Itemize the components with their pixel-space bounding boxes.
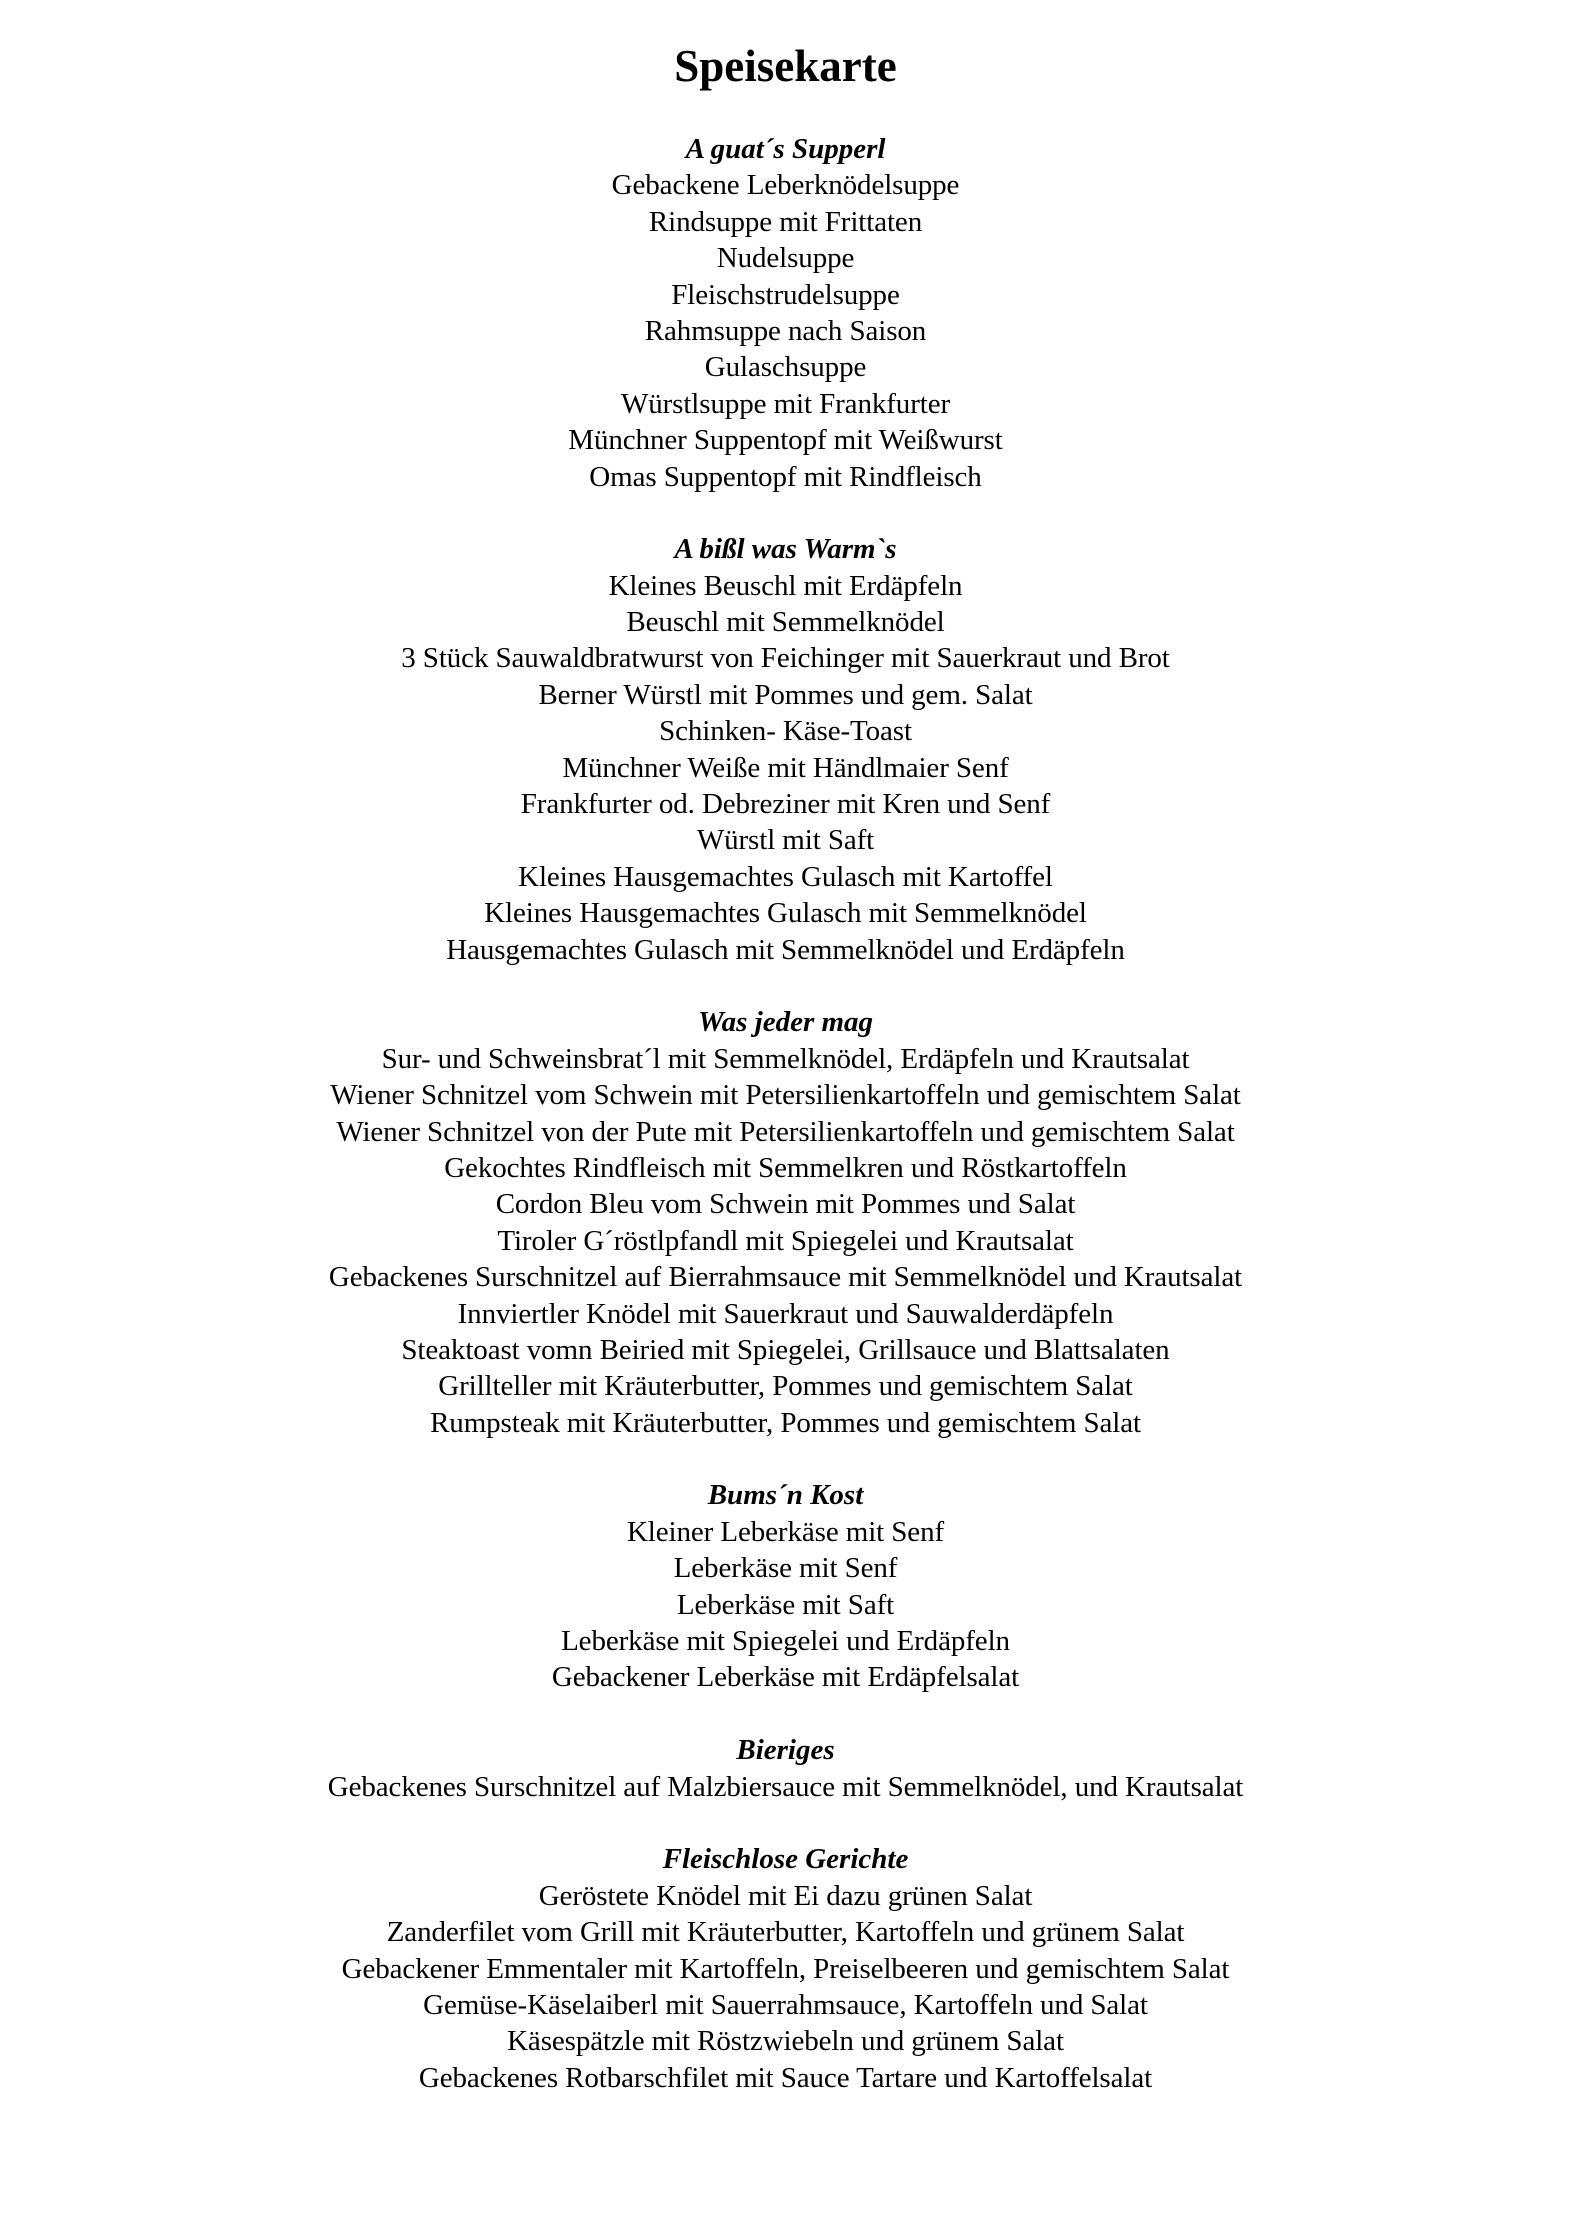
menu-item: Gebackener Leberkäse mit Erdäpfelsalat <box>551 1661 1020 1694</box>
menu-item: 3 Stück Sauwaldbratwurst von Feichinger mit Sauerkraut und Brot <box>401 642 1170 675</box>
menu-item: Grillteller mit Kräuterbutter, Pommes und gemischtem Salat <box>438 1370 1133 1403</box>
menu-item: Geröstete Knödel mit Ei dazu grünen Salat <box>538 1879 1033 1912</box>
menu-item: Fleischstrudelsuppe <box>671 278 900 311</box>
menu-item: Gebackenes Surschnitzel auf Bierrahmsauce mit Semmelknödel und Krautsalat <box>328 1261 1243 1294</box>
menu-item: Nudelsuppe <box>716 242 855 275</box>
menu-item: Gekochtes Rindfleisch mit Semmelkren und Röstkartoffeln <box>444 1151 1127 1184</box>
menu-item: Würstl mit Saft <box>696 824 875 857</box>
page-title: Speisekarte <box>674 41 897 91</box>
menu-item: Sur- und Schweinsbrat´l mit Semmelknödel, Erdäpfeln und Krautsalat <box>381 1042 1190 1075</box>
menu-item: Leberkäse mit Saft <box>676 1588 895 1621</box>
menu-item: Steaktoast vomn Beiried mit Spiegelei, Grillsauce und Blattsalaten <box>401 1333 1170 1366</box>
menu-item: Leberkäse mit Spiegelei und Erdäpfeln <box>561 1625 1010 1658</box>
section-beer-dishes <box>0 1732 1571 1805</box>
section-heading: A guat´s Supperl <box>685 133 886 165</box>
section-heading: Bieriges <box>736 1734 835 1767</box>
menu-item: Münchner Weiße mit Händlmaier Senf <box>562 751 1009 784</box>
menu-item: Würstlsuppe mit Frankfurter <box>620 387 951 420</box>
menu-item: Rahmsuppe nach Saison <box>644 314 927 347</box>
menu-item: Rindsuppe mit Frittaten <box>648 205 923 238</box>
menu-item: Kleiner Leberkäse mit Senf <box>626 1515 945 1548</box>
menu-item: Beuschl mit Semmelknödel <box>626 606 945 639</box>
menu-item: Wiener Schnitzel von der Pute mit Petersilienkartoffeln und gemischtem Salat <box>336 1115 1235 1148</box>
menu-item: Münchner Suppentopf mit Weißwurst <box>568 424 1003 457</box>
menu-item: Gebackene Leberknödelsuppe <box>611 169 960 202</box>
menu-item: Gulaschsuppe <box>704 351 867 384</box>
menu-item: Innviertler Knödel mit Sauerkraut und Sauwalderdäpfeln <box>457 1297 1114 1330</box>
section-warm-dishes <box>0 531 1571 968</box>
menu-item: Käsespätzle mit Röstzwiebeln und grünem Salat <box>507 2025 1064 2058</box>
menu-item: Cordon Bleu vom Schwein mit Pommes und Salat <box>495 1188 1076 1221</box>
menu-item: Zanderfilet vom Grill mit Kräuterbutter, Kartoffeln und grünem Salat <box>386 1916 1185 1949</box>
menu-item: Schinken- Käse-Toast <box>659 715 912 748</box>
menu-item: Kleines Hausgemachtes Gulasch mit Semmelknödel <box>484 897 1087 930</box>
section-heading: A bißl was Warm`s <box>674 533 897 566</box>
menu-item: Gebackenes Surschnitzel auf Malzbiersauce mit Semmelknödel, und Krautsalat <box>327 1770 1244 1803</box>
menu-item: Wiener Schnitzel vom Schwein mit Petersilienkartoffeln und gemischtem Salat <box>330 1079 1241 1112</box>
menu-item: Gebackenes Rotbarschfilet mit Sauce Tartare und Kartoffelsalat <box>418 2061 1153 2094</box>
menu-item: Kleines Beuschl mit Erdäpfeln <box>608 569 963 602</box>
section-heading: Bums´n Kost <box>707 1479 864 1512</box>
menu-item: Berner Würstl mit Pommes und gem. Salat <box>538 678 1033 711</box>
menu-item: Tiroler G´röstlpfandl mit Spiegelei und Krautsalat <box>497 1224 1074 1257</box>
menu-item: Hausgemachtes Gulasch mit Semmelknödel und Erdäpfeln <box>446 933 1125 966</box>
menu-item: Gemüse-Käselaiberl mit Sauerrahmsauce, Kartoffeln und Salat <box>423 1988 1148 2021</box>
section-soups <box>0 131 1571 495</box>
menu-item: Gebackener Emmentaler mit Kartoffeln, Preiselbeeren und gemischtem Salat <box>341 1952 1230 1985</box>
menu-item: Frankfurter od. Debreziner mit Kren und Senf <box>520 788 1051 821</box>
menu-body <box>0 131 1571 2132</box>
section-main-dishes <box>0 1004 1571 1441</box>
menu-item: Rumpsteak mit Kräuterbutter, Pommes und gemischtem Salat <box>430 1406 1141 1439</box>
section-heading: Fleischlose Gerichte <box>662 1843 909 1876</box>
menu-item: Omas Suppentopf mit Rindfleisch <box>589 460 982 493</box>
menu-item: Kleines Hausgemachtes Gulasch mit Kartoffel <box>518 860 1053 893</box>
section-vegetarian <box>0 1841 1571 2096</box>
section-heading: Was jeder mag <box>697 1006 874 1039</box>
section-leberkaese <box>0 1477 1571 1695</box>
menu-item: Leberkäse mit Senf <box>673 1552 898 1585</box>
